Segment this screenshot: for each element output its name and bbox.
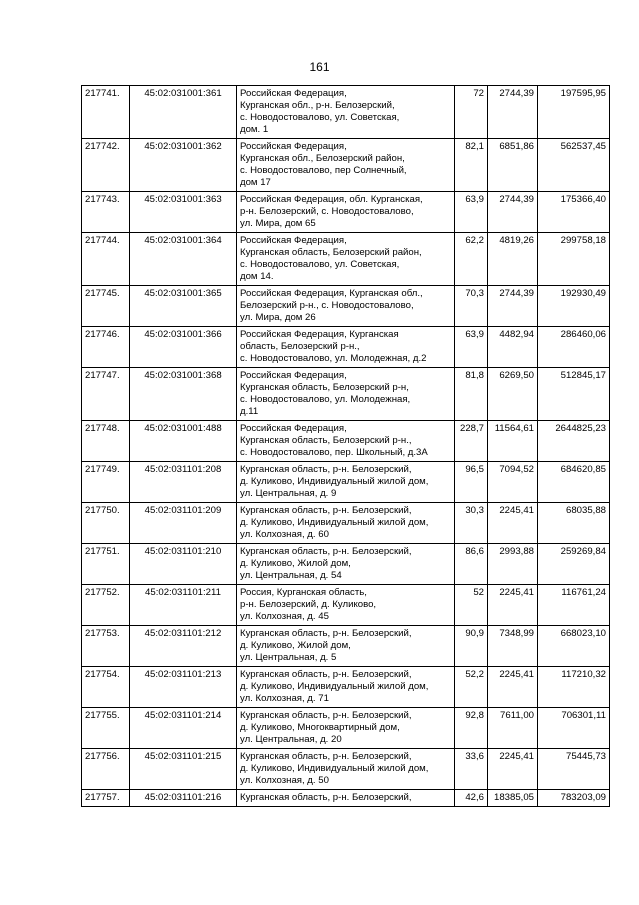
specific-value: 6851,86 bbox=[488, 139, 538, 192]
address: Курганская область, р-н. Белозерский, д. Куликово, Индивидуальный жилой дом, ул. Колхозная, д. 71 bbox=[237, 667, 455, 708]
row-number: 217751. bbox=[82, 544, 130, 585]
table-row bbox=[82, 544, 610, 585]
page-number: 161 bbox=[309, 60, 330, 74]
cadastral-value: 259269,84 bbox=[538, 544, 610, 585]
cadastral-number: 45:02:031001:366 bbox=[130, 327, 237, 368]
address: Курганская область, р-н. Белозерский, д. Куликово, Индивидуальный жилой дом, ул. Колхозная, д. 60 bbox=[237, 503, 455, 544]
table-row bbox=[82, 233, 610, 286]
area: 72 bbox=[455, 86, 488, 139]
area: 42,6 bbox=[455, 790, 488, 807]
row-number: 217755. bbox=[82, 708, 130, 749]
address: Курганская область, р-н. Белозерский, д. Куликово, Индивидуальный жилой дом, ул. Центральная, д. 9 bbox=[237, 462, 455, 503]
address: Курганская область, р-н. Белозерский, д. Куликово, Жилой дом, ул. Центральная, д. 5 bbox=[237, 626, 455, 667]
address: Российская Федерация, Курганская область, Белозерский р-н., с. Новодостовалово, пер. Школьный, д.3А bbox=[237, 421, 455, 462]
area: 30,3 bbox=[455, 503, 488, 544]
area: 63,9 bbox=[455, 327, 488, 368]
area: 96,5 bbox=[455, 462, 488, 503]
specific-value: 2245,41 bbox=[488, 503, 538, 544]
cadastral-number: 45:02:031101:209 bbox=[130, 503, 237, 544]
table-row bbox=[82, 708, 610, 749]
cadastral-value: 175366,40 bbox=[538, 192, 610, 233]
area: 86,6 bbox=[455, 544, 488, 585]
address: Российская Федерация, Курганская обл., Белозерский район, с. Новодостовалово, пер Солнечный, дом 17 bbox=[237, 139, 455, 192]
area: 62,2 bbox=[455, 233, 488, 286]
cadastral-value: 668023,10 bbox=[538, 626, 610, 667]
cadastral-number: 45:02:031001:362 bbox=[130, 139, 237, 192]
specific-value: 2744,39 bbox=[488, 192, 538, 233]
row-number: 217753. bbox=[82, 626, 130, 667]
specific-value: 11564,61 bbox=[488, 421, 538, 462]
row-number: 217746. bbox=[82, 327, 130, 368]
table-row bbox=[82, 749, 610, 790]
row-number: 217748. bbox=[82, 421, 130, 462]
cadastral-number: 45:02:031001:361 bbox=[130, 86, 237, 139]
area: 90,9 bbox=[455, 626, 488, 667]
row-number: 217744. bbox=[82, 233, 130, 286]
cadastral-number: 45:02:031001:365 bbox=[130, 286, 237, 327]
table-row bbox=[82, 667, 610, 708]
specific-value: 18385,05 bbox=[488, 790, 538, 807]
table-row bbox=[82, 790, 610, 807]
cadastral-number: 45:02:031001:368 bbox=[130, 368, 237, 421]
address: Курганская область, р-н. Белозерский, д. Куликово, Жилой дом, ул. Центральная, д. 54 bbox=[237, 544, 455, 585]
area: 228,7 bbox=[455, 421, 488, 462]
specific-value: 4819,26 bbox=[488, 233, 538, 286]
specific-value: 2744,39 bbox=[488, 86, 538, 139]
address: Российская Федерация, Курганская обл., Белозерский р-н., с. Новодостовалово, ул. Мира, дом 26 bbox=[237, 286, 455, 327]
specific-value: 2744,39 bbox=[488, 286, 538, 327]
address: Курганская область, р-н. Белозерский, д. Куликово, Многоквартирный дом, ул. Центральная, д. 20 bbox=[237, 708, 455, 749]
table-row bbox=[82, 626, 610, 667]
cadastral-number: 45:02:031001:363 bbox=[130, 192, 237, 233]
row-number: 217742. bbox=[82, 139, 130, 192]
address: Курганская область, р-н. Белозерский, bbox=[237, 790, 455, 807]
specific-value: 2993,88 bbox=[488, 544, 538, 585]
table-row bbox=[82, 86, 610, 139]
specific-value: 6269,50 bbox=[488, 368, 538, 421]
specific-value: 2245,41 bbox=[488, 585, 538, 626]
address: Российская Федерация, Курганская область, Белозерский р-н., с. Новодостовалово, ул. Молодежная, д.2 bbox=[237, 327, 455, 368]
cadastral-value: 116761,24 bbox=[538, 585, 610, 626]
specific-value: 4482,94 bbox=[488, 327, 538, 368]
cadastral-number: 45:02:031101:208 bbox=[130, 462, 237, 503]
table-row bbox=[82, 192, 610, 233]
table-row bbox=[82, 139, 610, 192]
cadastral-value: 286460,06 bbox=[538, 327, 610, 368]
specific-value: 7611,00 bbox=[488, 708, 538, 749]
cadastral-value: 68035,88 bbox=[538, 503, 610, 544]
cadastral-value: 512845,17 bbox=[538, 368, 610, 421]
table-row bbox=[82, 421, 610, 462]
area: 82,1 bbox=[455, 139, 488, 192]
address: Российская Федерация, Курганская область, Белозерский р-н, с. Новодостовалово, ул. Молодежная, д.11 bbox=[237, 368, 455, 421]
address: Российская Федерация, Курганская область, Белозерский район, с. Новодостовалово, ул. Советская, дом 14. bbox=[237, 233, 455, 286]
row-number: 217747. bbox=[82, 368, 130, 421]
cadastral-number: 45:02:031001:488 bbox=[130, 421, 237, 462]
row-number: 217752. bbox=[82, 585, 130, 626]
address: Курганская область, р-н. Белозерский, д. Куликово, Индивидуальный жилой дом, ул. Колхозная, д. 50 bbox=[237, 749, 455, 790]
row-number: 217757. bbox=[82, 790, 130, 807]
cadastral-value: 562537,45 bbox=[538, 139, 610, 192]
cadastral-number: 45:02:031101:214 bbox=[130, 708, 237, 749]
row-number: 217741. bbox=[82, 86, 130, 139]
row-number: 217750. bbox=[82, 503, 130, 544]
cadastral-value-table bbox=[81, 85, 610, 807]
specific-value: 7348,99 bbox=[488, 626, 538, 667]
table-row bbox=[82, 368, 610, 421]
row-number: 217749. bbox=[82, 462, 130, 503]
cadastral-value: 299758,18 bbox=[538, 233, 610, 286]
table-row bbox=[82, 585, 610, 626]
cadastral-number: 45:02:031101:216 bbox=[130, 790, 237, 807]
area: 81,8 bbox=[455, 368, 488, 421]
cadastral-number: 45:02:031101:210 bbox=[130, 544, 237, 585]
cadastral-value: 197595,95 bbox=[538, 86, 610, 139]
area: 33,6 bbox=[455, 749, 488, 790]
cadastral-value: 192930,49 bbox=[538, 286, 610, 327]
table-row bbox=[82, 286, 610, 327]
address: Российская Федерация, Курганская обл., р-н. Белозерский, с. Новодостовалово, ул. Советская, дом. 1 bbox=[237, 86, 455, 139]
area: 52,2 bbox=[455, 667, 488, 708]
cadastral-value: 706301,11 bbox=[538, 708, 610, 749]
area: 63,9 bbox=[455, 192, 488, 233]
cadastral-number: 45:02:031001:364 bbox=[130, 233, 237, 286]
area: 92,8 bbox=[455, 708, 488, 749]
table-row bbox=[82, 503, 610, 544]
cadastral-value: 75445,73 bbox=[538, 749, 610, 790]
area: 52 bbox=[455, 585, 488, 626]
cadastral-number: 45:02:031101:215 bbox=[130, 749, 237, 790]
row-number: 217754. bbox=[82, 667, 130, 708]
row-number: 217756. bbox=[82, 749, 130, 790]
cadastral-number: 45:02:031101:212 bbox=[130, 626, 237, 667]
specific-value: 7094,52 bbox=[488, 462, 538, 503]
address: Российская Федерация, обл. Курганская, р-н. Белозерский, с. Новодостовалово, ул. Мира, дом 65 bbox=[237, 192, 455, 233]
area: 70,3 bbox=[455, 286, 488, 327]
table-row bbox=[82, 462, 610, 503]
cadastral-value: 684620,85 bbox=[538, 462, 610, 503]
cadastral-number: 45:02:031101:211 bbox=[130, 585, 237, 626]
specific-value: 2245,41 bbox=[488, 667, 538, 708]
cadastral-value: 783203,09 bbox=[538, 790, 610, 807]
address: Россия, Курганская область, р-н. Белозерский, д. Куликово, ул. Колхозная, д. 45 bbox=[237, 585, 455, 626]
cadastral-value: 2644825,23 bbox=[538, 421, 610, 462]
cadastral-number: 45:02:031101:213 bbox=[130, 667, 237, 708]
cadastral-value: 117210,32 bbox=[538, 667, 610, 708]
row-number: 217745. bbox=[82, 286, 130, 327]
table-row bbox=[82, 327, 610, 368]
row-number: 217743. bbox=[82, 192, 130, 233]
specific-value: 2245,41 bbox=[488, 749, 538, 790]
